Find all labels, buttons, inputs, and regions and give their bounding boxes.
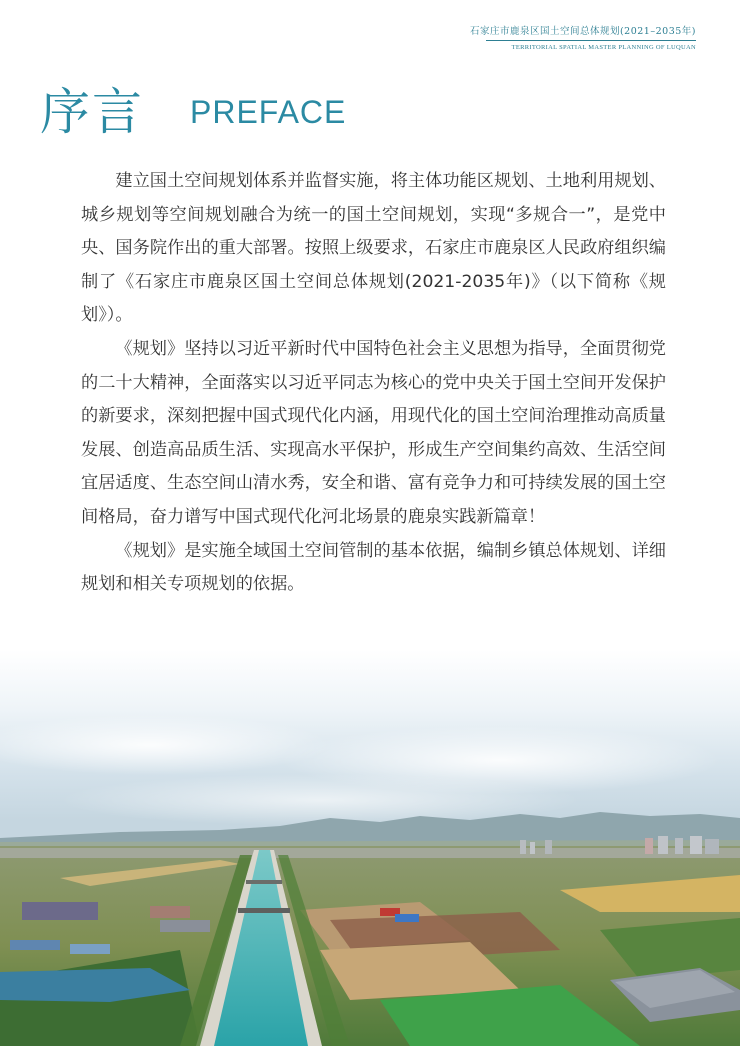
page-title-cn: 序言 bbox=[40, 83, 144, 141]
preface-body bbox=[81, 165, 666, 602]
paragraph-1: 建立国土空间规划体系并监督实施，将主体功能区规划、土地利用规划、城乡规划等空间规划融合为统一的国土空间规划，实现“多规合一”，是党中央、国务院作出的重大部署。按照上级要求，石家庄市鹿泉区人民政府组织编制了《石家庄市鹿泉区国土空间总体规划(2021-2035年)》（以下简称《规划》）。 bbox=[81, 171, 666, 326]
header-divider bbox=[486, 40, 696, 41]
paragraph-2: 《规划》坚持以习近平新时代中国特色社会主义思想为指导，全面贯彻党的二十大精神，全面落实以习近平同志为核心的党中央关于国土空间开发保护的新要求，深刻把握中国式现代化内涵，用现代化的国土空间治理推动高质量发展、创造高品质生活、实现高水平保护，形成生产空间集约高效、生活空间宜居适度、生态空间山清水秀，安全和谐、富有竞争力和可持续发展的国土空间格局，奋力谱写中国式现代化河北场景的鹿泉实践新篇章！ bbox=[81, 338, 666, 527]
header-title-cn: 石家庄市鹿泉区国土空间总体规划(2021–2035年) bbox=[469, 26, 696, 37]
page-title-en: PREFACE bbox=[190, 94, 347, 130]
header-title-en: TERRITORIAL SPATIAL MASTER PLANNING OF LUQUAN bbox=[511, 44, 696, 51]
aerial-photo-canal bbox=[0, 650, 740, 1046]
paragraph-3: 《规划》是实施全域国土空间管制的基本依据，编制乡镇总体规划、详细规划和相关专项规划的依据。 bbox=[81, 540, 666, 595]
running-header bbox=[470, 26, 696, 52]
